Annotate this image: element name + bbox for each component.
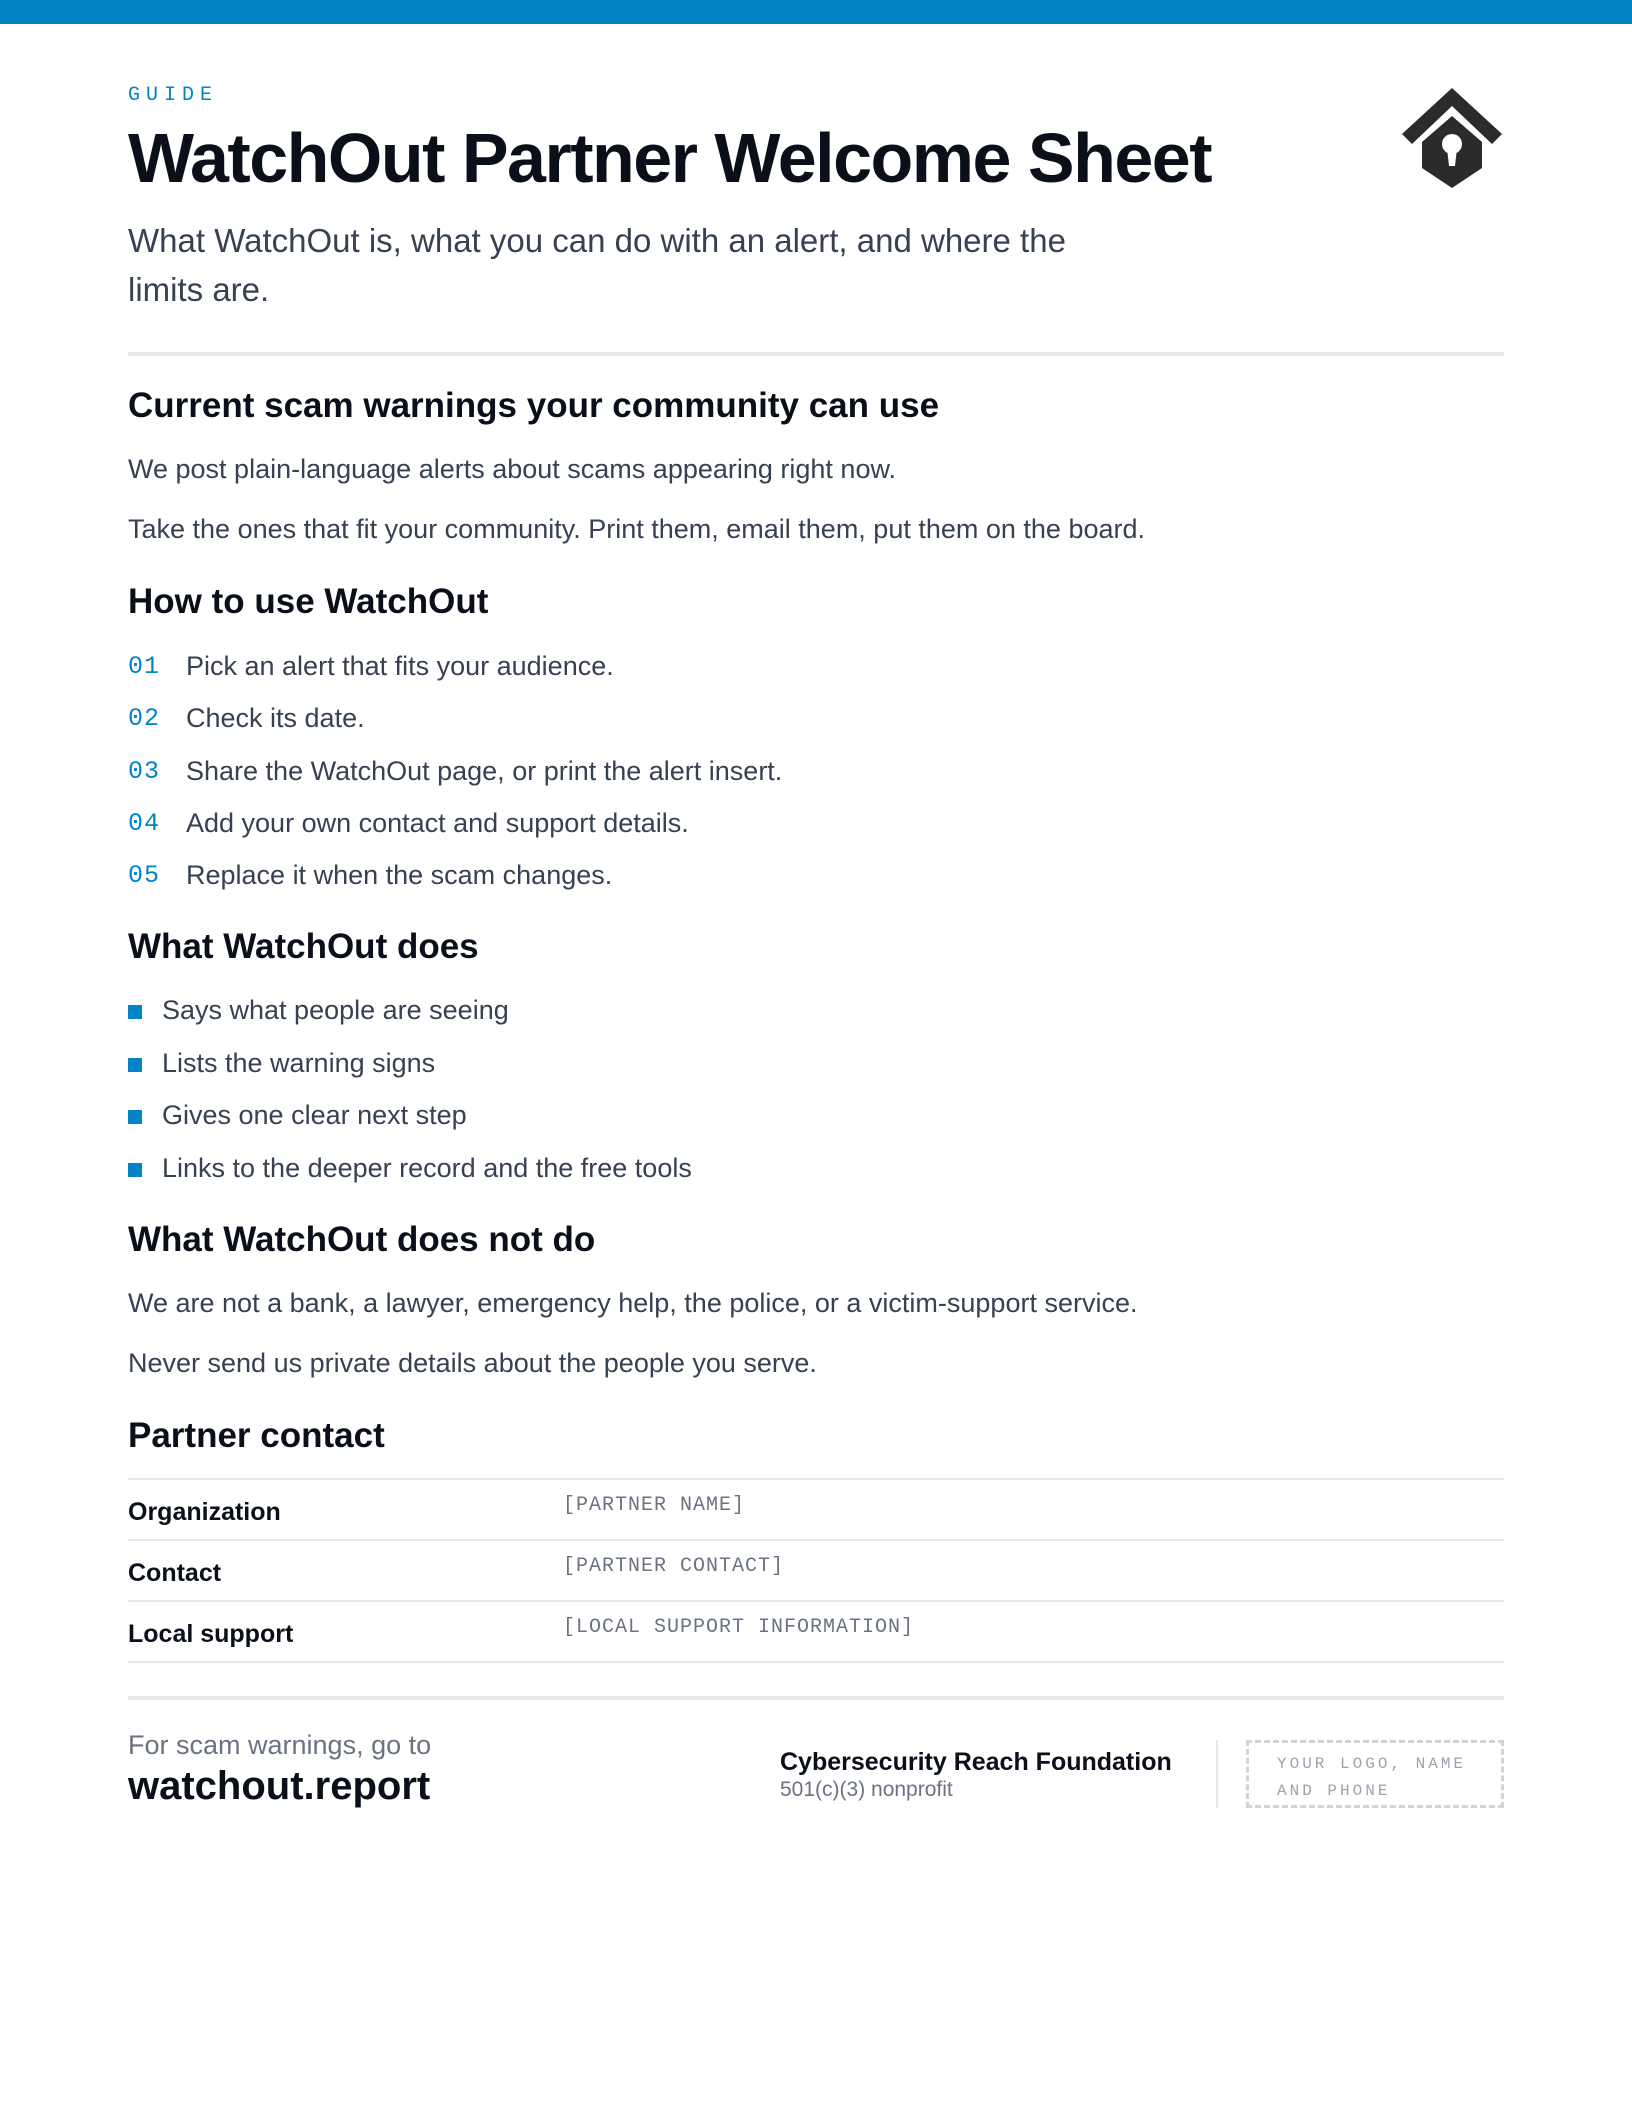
step-text: Replace it when the scam changes.	[186, 859, 613, 890]
step-number: 01	[128, 651, 161, 681]
partner-contact-table	[128, 1478, 1504, 1663]
header-divider	[128, 352, 1504, 356]
contact-label: Contact	[128, 1559, 222, 1587]
step-item	[128, 803, 689, 843]
contact-placeholder: [PARTNER NAME]	[563, 1494, 746, 1517]
section-heading-does: What WatchOut does	[128, 927, 479, 966]
step-item	[128, 698, 365, 738]
step-number: 03	[128, 756, 161, 786]
step-text: Add your own contact and support details.	[186, 807, 689, 838]
table-row	[128, 1602, 1504, 1663]
step-item	[128, 751, 782, 791]
step-item	[128, 855, 612, 895]
step-number: 04	[128, 808, 161, 838]
section-heading-how-to: How to use WatchOut	[128, 582, 489, 621]
placeholder-line: AND PHONE	[1277, 1782, 1391, 1800]
bullet-item	[128, 990, 509, 1030]
step-text: Share the WatchOut page, or print the alert insert.	[186, 755, 783, 786]
partner-logo-placeholder	[1246, 1740, 1504, 1808]
eyebrow-label: GUIDE	[128, 84, 219, 107]
square-bullet-icon	[128, 1005, 142, 1019]
contact-label: Organization	[128, 1498, 281, 1526]
shield-keyhole-icon	[1400, 86, 1504, 188]
contact-label: Local support	[128, 1620, 294, 1648]
section-heading-warnings: Current scam warnings your community can use	[128, 386, 940, 425]
footer-divider	[128, 1696, 1504, 1700]
section-heading-contact: Partner contact	[128, 1416, 385, 1455]
placeholder-line: YOUR LOGO, NAME	[1277, 1755, 1467, 1773]
step-item	[128, 646, 614, 686]
bullet-text: Says what people are seeing	[162, 994, 509, 1025]
page-subtitle: What WatchOut is, what you can do with an alert, and where the limits are.	[128, 222, 1066, 308]
step-text: Check its date.	[186, 702, 365, 733]
top-accent-bar	[0, 0, 1632, 24]
footer-org-tagline: 501(c)(3) nonprofit	[780, 1778, 953, 1801]
step-number: 02	[128, 703, 161, 733]
footer-org-name: Cybersecurity Reach Foundation	[780, 1748, 1172, 1776]
bullet-text: Lists the warning signs	[162, 1047, 436, 1078]
footer-url-link[interactable]: watchout.report	[128, 1764, 431, 1808]
square-bullet-icon	[128, 1163, 142, 1177]
does-not-paragraph: We are not a bank, a lawyer, emergency help, the police, or a victim-support service.	[128, 1288, 1138, 1318]
footer-go-text: For scam warnings, go to	[128, 1730, 432, 1760]
table-row	[128, 1480, 1504, 1541]
bullet-item	[128, 1043, 435, 1083]
contact-placeholder: [PARTNER CONTACT]	[563, 1555, 785, 1578]
page-title: WatchOut Partner Welcome Sheet	[128, 119, 1212, 197]
table-row	[128, 1541, 1504, 1602]
does-not-paragraph: Never send us private details about the people you serve.	[128, 1348, 817, 1378]
bullet-text: Links to the deeper record and the free tools	[162, 1152, 692, 1183]
step-number: 05	[128, 860, 161, 890]
footer-vertical-divider	[1216, 1740, 1218, 1808]
warnings-paragraph: Take the ones that fit your community. Print them, email them, put them on the board.	[128, 514, 1145, 544]
section-heading-does-not: What WatchOut does not do	[128, 1220, 596, 1259]
step-text: Pick an alert that fits your audience.	[186, 650, 614, 681]
square-bullet-icon	[128, 1058, 142, 1072]
bullet-item	[128, 1148, 692, 1188]
bullet-text: Gives one clear next step	[162, 1099, 467, 1130]
contact-placeholder: [LOCAL SUPPORT INFORMATION]	[563, 1616, 915, 1639]
warnings-paragraph: We post plain-language alerts about scams appearing right now.	[128, 454, 896, 484]
bullet-item	[128, 1095, 467, 1135]
square-bullet-icon	[128, 1110, 142, 1124]
